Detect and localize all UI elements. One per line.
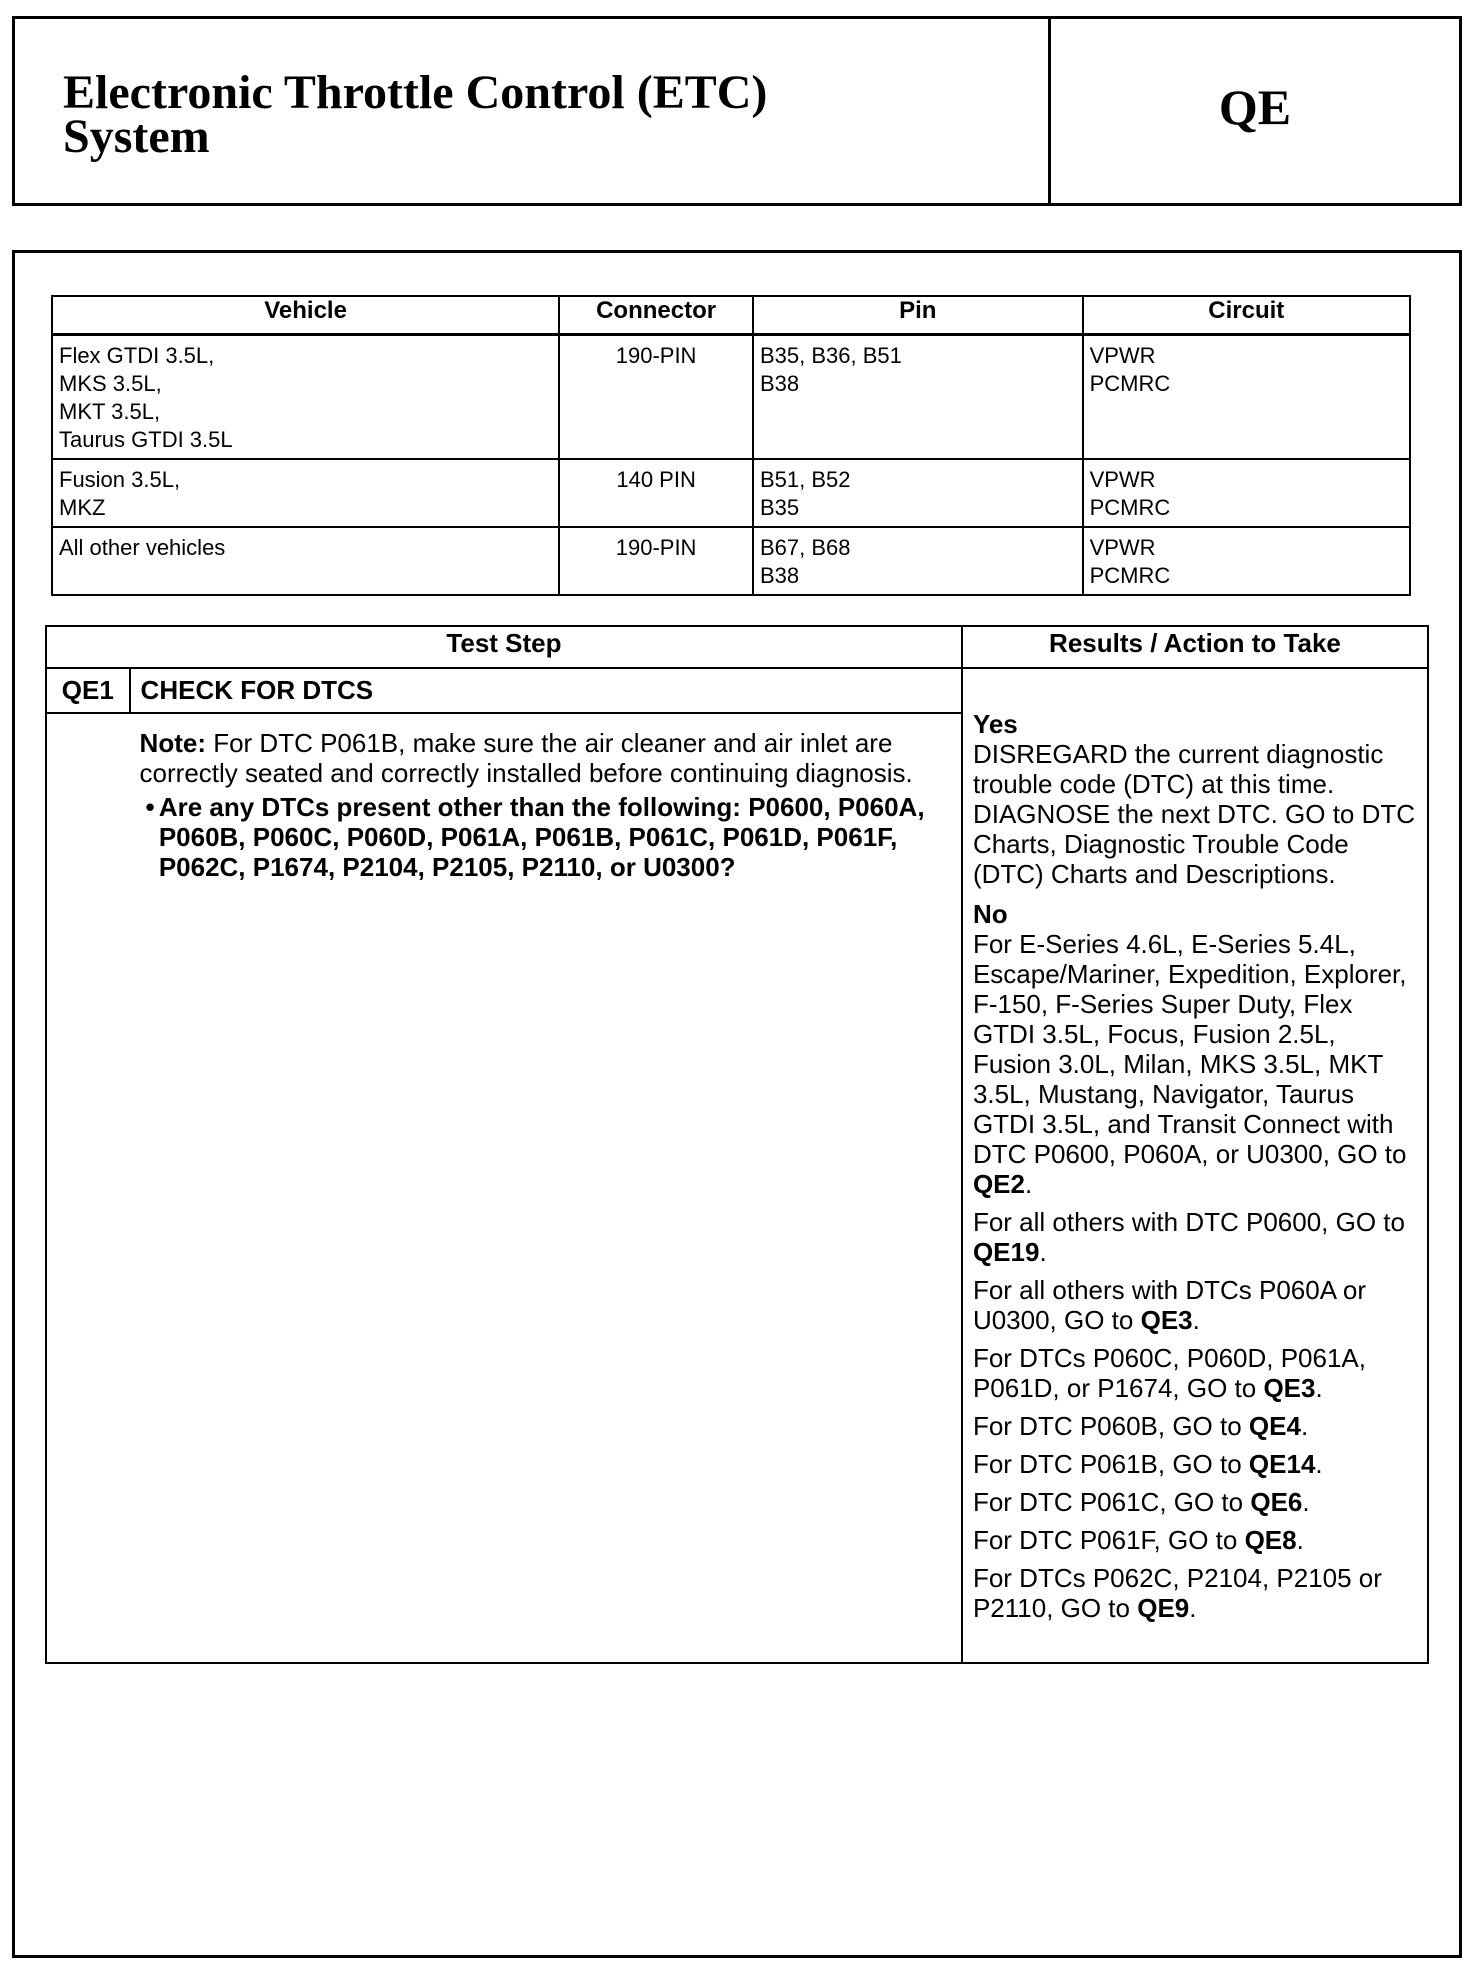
action-item: [973, 1525, 1419, 1555]
step-reference: QE6: [1250, 1487, 1303, 1517]
title-line-2: System: [63, 110, 210, 163]
action-text: For E-Series 4.6L, E-Series 5.4L, Escape/Mariner, Expedition, Explorer, F-150, F-Series Super Duty, Flex GTDI 3.5L, Focus, Fusion 2.5L, Fusion 3.0L, Milan, MKS 3.5L, MKT 3.5L, Mustang, Navigator, Taurus GTDI 3.5L, and Transit Connect with DTC P0600, P060A, or U0300, GO to: [972, 929, 1407, 1169]
step-reference: QE9: [1137, 1593, 1190, 1623]
vehicle-cell: [52, 527, 559, 595]
period: .: [1296, 1525, 1304, 1555]
yes-result: [973, 709, 1419, 889]
period: .: [1039, 1237, 1047, 1267]
action-item: [973, 929, 1419, 1199]
action-text: For all others with DTC P0600, GO to: [972, 1207, 1405, 1237]
period: .: [1024, 1169, 1033, 1199]
vehicle-line: Flex GTDI 3.5L,: [59, 343, 215, 368]
pin-line: B67, B68: [760, 535, 851, 560]
action-text: For DTC P061C, GO to: [972, 1487, 1251, 1517]
vehicle-line: MKZ: [59, 495, 106, 520]
step-reference: QE3: [1263, 1373, 1316, 1403]
step-title: CHECK FOR DTCS: [130, 668, 962, 713]
action-text: For DTC P060B, GO to: [972, 1411, 1249, 1441]
circuit-line: PCMRC: [1089, 563, 1171, 588]
note-text: For DTC P061B, make sure the air cleaner and air inlet are correctly seated and correctly installed before continuing diagnosis.: [139, 728, 913, 788]
circuit-cell: [1083, 527, 1410, 595]
vehicle-line: Taurus GTDI 3.5L: [59, 427, 233, 452]
step-reference: QE4: [1248, 1411, 1301, 1441]
action-text: For DTC P061B, GO to: [972, 1449, 1249, 1479]
yes-text: DISREGARD the current diagnostic trouble code (DTC) at this time. DIAGNOSE the next DTC. GO to DTC Charts, Diagnostic Trouble Code (DTC) Charts and Descriptions.: [972, 739, 1416, 889]
action-item: [973, 1563, 1419, 1623]
step-body: [130, 713, 962, 1663]
step-question: [140, 792, 931, 882]
connector-table-header: [52, 296, 1410, 335]
pin-line: B38: [760, 371, 800, 396]
step-heading-row: [46, 668, 1428, 713]
period: .: [1315, 1373, 1323, 1403]
vehicle-line: All other vehicles: [59, 535, 226, 560]
question-text: Are any DTCs present other than the following: P0600, P060A, P060B, P060C, P060D, P061A, P061B, P061C, P061D, P061F, P062C, P1674, P2104, P2105, P2110, or U0300?: [158, 792, 925, 882]
no-label: No: [972, 899, 1008, 929]
connector-table: [51, 295, 1411, 596]
header-connector: Connector: [559, 296, 753, 335]
vehicle-line: Fusion 3.5L,: [59, 467, 181, 492]
action-item: [973, 1275, 1419, 1335]
step-reference: QE8: [1244, 1525, 1297, 1555]
vehicle-cell: [52, 335, 559, 460]
action-item: [973, 1487, 1419, 1517]
step-note: [140, 728, 931, 788]
title-line-1: Electronic Throttle Control (ETC): [63, 66, 768, 119]
connector-cell: 190-PIN: [559, 527, 753, 595]
main-content: [12, 250, 1462, 1958]
pin-line: B35, B36, B51: [760, 343, 902, 368]
pin-line: B38: [760, 563, 800, 588]
pin-cell: [753, 527, 1083, 595]
no-actions-list: [973, 929, 1419, 1623]
test-step-table: [45, 625, 1429, 1664]
period: .: [1192, 1305, 1200, 1335]
header-test-step: Test Step: [46, 626, 962, 668]
circuit-line: PCMRC: [1089, 495, 1171, 520]
action-text: For DTC P061F, GO to: [972, 1525, 1245, 1555]
results-cell: [962, 668, 1428, 1663]
pin-cell: [753, 459, 1083, 527]
step-reference: QE2: [972, 1169, 1025, 1199]
circuit-line: VPWR: [1089, 343, 1156, 368]
vehicle-line: MKT 3.5L,: [59, 399, 161, 424]
test-table-header: [46, 626, 1428, 668]
note-label: Note:: [139, 728, 206, 758]
circuit-line: VPWR: [1089, 535, 1156, 560]
action-text: For all others with DTCs P060A or U0300, GO to: [972, 1275, 1366, 1335]
connector-cell: 190-PIN: [559, 335, 753, 460]
circuit-line: VPWR: [1089, 467, 1156, 492]
step-reference: QE14: [1248, 1449, 1316, 1479]
circuit-cell: [1083, 335, 1410, 460]
pin-cell: [753, 335, 1083, 460]
action-text: For DTCs P060C, P060D, P061A, P061D, or P1674, GO to: [972, 1343, 1366, 1403]
bullet-icon: •: [145, 792, 155, 822]
action-item: [973, 1411, 1419, 1441]
step-reference: QE19: [972, 1237, 1040, 1267]
circuit-cell: [1083, 459, 1410, 527]
yes-label: Yes: [972, 709, 1018, 739]
action-text: For DTCs P062C, P2104, P2105 or P2110, GO to: [972, 1563, 1382, 1623]
vehicle-cell: [52, 459, 559, 527]
page-title: [15, 19, 1048, 203]
section-code: QE: [1048, 19, 1459, 203]
header-circuit: Circuit: [1083, 296, 1410, 335]
step-body-spacer: [46, 713, 130, 1663]
period: .: [1315, 1449, 1323, 1479]
action-item: [973, 1207, 1419, 1267]
vehicle-line: MKS 3.5L,: [59, 371, 162, 396]
pin-line: B51, B52: [760, 467, 851, 492]
table-row: [52, 335, 1410, 460]
table-row: [52, 459, 1410, 527]
header-pin: Pin: [753, 296, 1083, 335]
step-id: QE1: [46, 668, 130, 713]
page-header: [12, 16, 1462, 206]
action-item: [973, 1449, 1419, 1479]
connector-cell: 140 PIN: [559, 459, 753, 527]
pin-line: B35: [760, 495, 800, 520]
table-row: [52, 527, 1410, 595]
step-reference: QE3: [1140, 1305, 1193, 1335]
action-item: [973, 1343, 1419, 1403]
header-results: Results / Action to Take: [962, 626, 1428, 668]
header-vehicle: Vehicle: [52, 296, 559, 335]
circuit-line: PCMRC: [1089, 371, 1171, 396]
period: .: [1189, 1593, 1197, 1623]
period: .: [1300, 1411, 1309, 1441]
period: .: [1302, 1487, 1310, 1517]
